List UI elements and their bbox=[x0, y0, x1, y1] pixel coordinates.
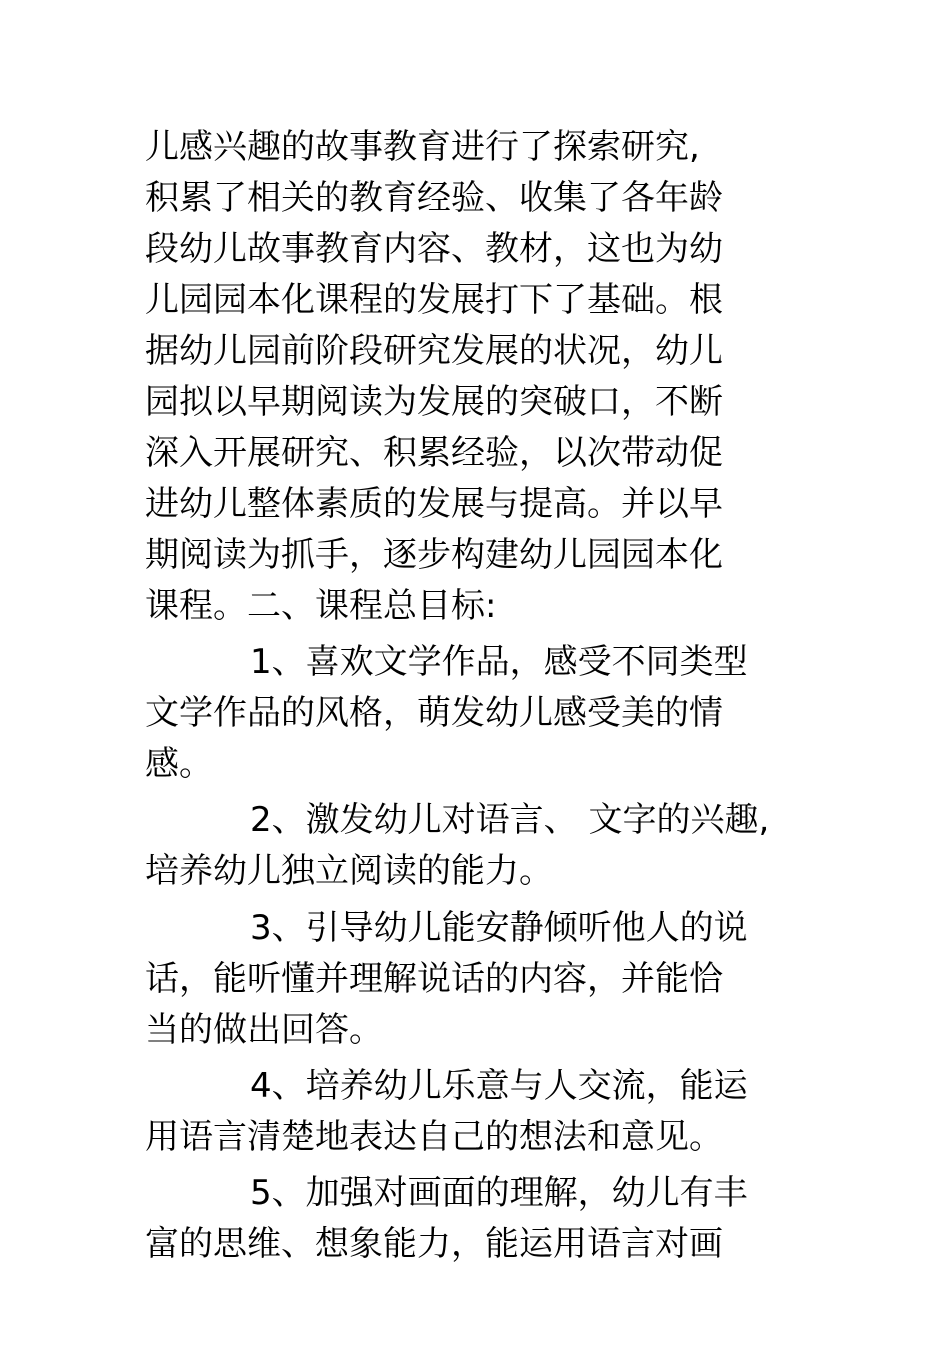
text-line: 用语言清楚地表达自己的想法和意见。 bbox=[145, 1117, 723, 1157]
text-line: 深入开展研究、积累经验，以次带动促 bbox=[145, 433, 723, 473]
text-line: 儿感兴趣的故事教育进行了探索研究, bbox=[145, 127, 700, 167]
text-line: 话，能听懂并理解说话的内容，并能恰 bbox=[145, 959, 723, 999]
text-line: 段幼儿故事教育内容、教材，这也为幼 bbox=[145, 229, 723, 269]
text-line: 园拟以早期阅读为发展的突破口，不断 bbox=[145, 382, 723, 422]
goal-item-3: 3、引导幼儿能安静倾听他人的说 bbox=[250, 908, 748, 948]
goal-item-5: 5、加强对画面的理解，幼儿有丰 bbox=[250, 1173, 748, 1213]
text-line: 儿园园本化课程的发展打下了基础。根 bbox=[145, 280, 723, 320]
text-line: 据幼儿园前阶段研究发展的状况，幼儿 bbox=[145, 331, 723, 371]
text-line: 当的做出回答。 bbox=[145, 1010, 383, 1050]
text-line: 培养幼儿独立阅读的能力。 bbox=[145, 851, 553, 891]
text-line: 感。 bbox=[145, 744, 213, 784]
goal-item-2: 2、激发幼儿对语言、 文字的兴趣, bbox=[250, 800, 770, 840]
text-line: 富的思维、想象能力，能运用语言对画 bbox=[145, 1224, 723, 1264]
goal-item-4: 4、培养幼儿乐意与人交流，能运 bbox=[250, 1066, 748, 1106]
goal-item-1: 1、喜欢文学作品，感受不同类型 bbox=[250, 642, 748, 682]
text-line: 课程。二、课程总目标: bbox=[145, 586, 497, 626]
text-line: 进幼儿整体素质的发展与提高。并以早 bbox=[145, 484, 723, 524]
text-line: 期阅读为抓手，逐步构建幼儿园园本化 bbox=[145, 535, 723, 575]
text-line: 文学作品的风格，萌发幼儿感受美的情 bbox=[145, 693, 723, 733]
text-line: 积累了相关的教育经验、收集了各年龄 bbox=[145, 178, 723, 218]
